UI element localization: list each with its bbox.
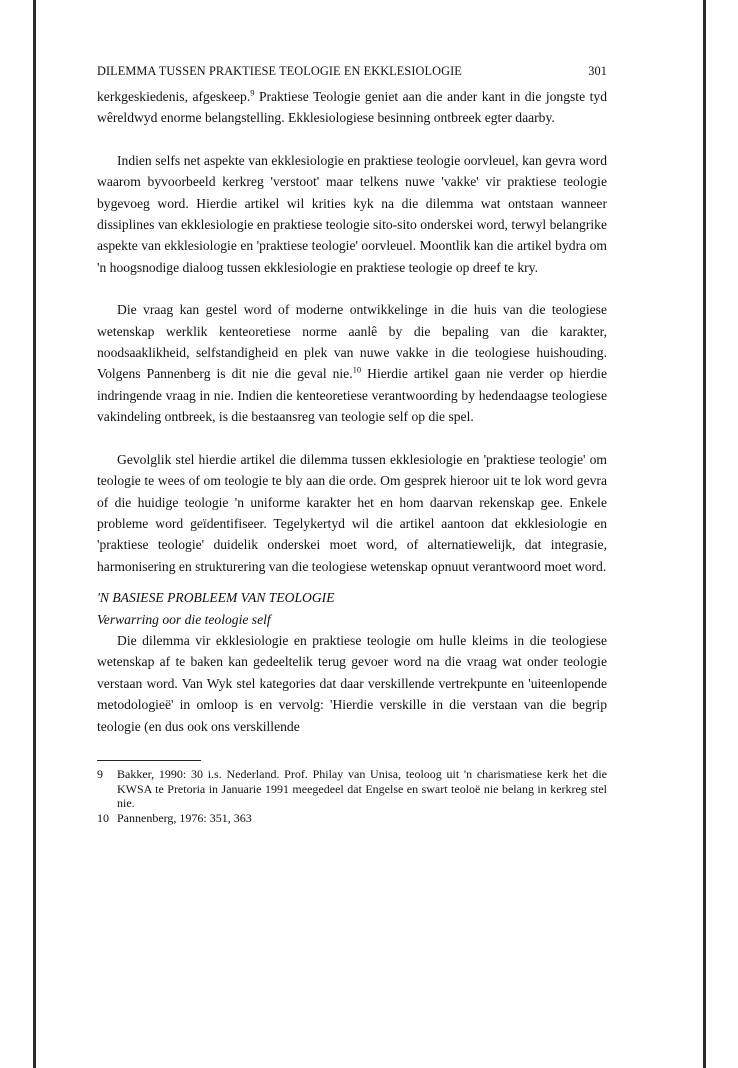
paragraph-5: Die dilemma vir ekklesiologie en praktiese teologie om hulle kleims in die teologiese wetenskap af te baken kan gedeeltelik terug gevoer word na die vraag wat onder teologie verstaan word. Van Wyk stel kategories dat daar verskillende vertrekpunte en 'uiteenlopende metodologieë' in omloop is en vervolg: 'Hierdie verskille in die verstaan van die begrip teologie (en dus ook ons verskillende xyxy=(97,632,607,734)
footnote-number: 10 xyxy=(97,810,109,825)
footnote-9 xyxy=(97,767,607,811)
footnote-text: Pannenberg, 1976: 351, 363 xyxy=(117,810,252,825)
footnote-rule xyxy=(97,760,201,761)
paragraph-2: Indien selfs net aspekte van ekklesiologie en praktiese teologie oorvleuel, kan gevra word waarom byvoorbeeld kerkreg 'verstoot' maar telkens nuwe 'vakke' vir praktiese teologie bygevoeg word. Hierdie artikel wil krities kyk na die dilemma wat ontstaan wanneer dissiplines van ekklesiologie en praktiese teologie sito-sito onderskei word, terwyl belangrike aspekte van ekklesiologie en 'praktiese teologie' oorvleuel. Moontlik kan die artikel bydra om 'n hoogsnodige dialoog tussen ekklesiologie en praktiese teologie op dreef te kry. xyxy=(97,152,607,275)
paragraph-1: kerkgeskiedenis, afgeskeep.$^9$ Praktiese Teologie geniet aan die ander kant in die jongste tyd wêreldwyd enorme belangstelling. Ekklesiologiese besinning ontbreek egter daarby. xyxy=(97,87,607,126)
page-content xyxy=(97,64,607,825)
page-number: 301 xyxy=(588,64,607,78)
subsection-heading: Verwarring oor die teologie self xyxy=(97,611,271,627)
running-header xyxy=(97,64,607,86)
footnote-text: Bakker, 1990: 30 i.s. Nederland. Prof. Philay van Unisa, teoloog uit 'n charismatiese kerk het die KWSA te Pretoria in Januarie 1991 meegedeel dat Engelse en swart teoloë nie belang in kerkreg stel nie. xyxy=(117,766,607,811)
scan-edge-left xyxy=(33,0,36,1068)
section-heading: 'N BASIESE PROBLEEM VAN TEOLOGIE xyxy=(97,590,335,606)
running-title: DILEMMA TUSSEN PRAKTIESE TEOLOGIE EN EKKLESIOLOGIE xyxy=(97,64,462,78)
footnote-ref-9: 9 xyxy=(250,87,255,98)
scan-edge-right xyxy=(703,0,706,1068)
paragraph-3: Die vraag kan gestel word of moderne ontwikkelinge in die huis van die teologiese wetenskap werklik kenteoretiese norme aanlê by die bepaling van die karakter, noodsaaklikheid, selfstandigheid en plek van nuwe vakke in die teologiese huishouding. Volgens Pannenberg is dit nie die geval nie.$^{10}$ Hierdie artikel gaan nie verder op hierdie indringende vraag in nie. Indien die kenteoretiese verantwoording by hedendaagse teologiese vakindeling ontbreek, is die bestaansreg van teologie self op die spel. xyxy=(97,302,607,425)
footnote-number: 9 xyxy=(97,766,103,781)
paragraph-4: Gevolglik stel hierdie artikel die dilemma tussen ekklesiologie en 'praktiese teologie' om teologie te wees of om teologie te bly aan die orde. Om gesprek hieroor uit te lok word gevra of die huidige teologie 'n uniforme karakter het en hom daarvan rekenskap gee. Enkele probleme word geïdentifiseer. Tegelykertyd wil die artikel aantoon dat ekklesiologie en 'praktiese teologie' duidelik onderskei moet word, of alternatiewelijk, dat integrasie, harmonisering en strukturering van die teologiese wetenskap opnuut verantwoord moet word. xyxy=(97,451,607,574)
footnote-ref-10: 10 xyxy=(352,364,362,375)
footnote-10 xyxy=(97,811,607,826)
